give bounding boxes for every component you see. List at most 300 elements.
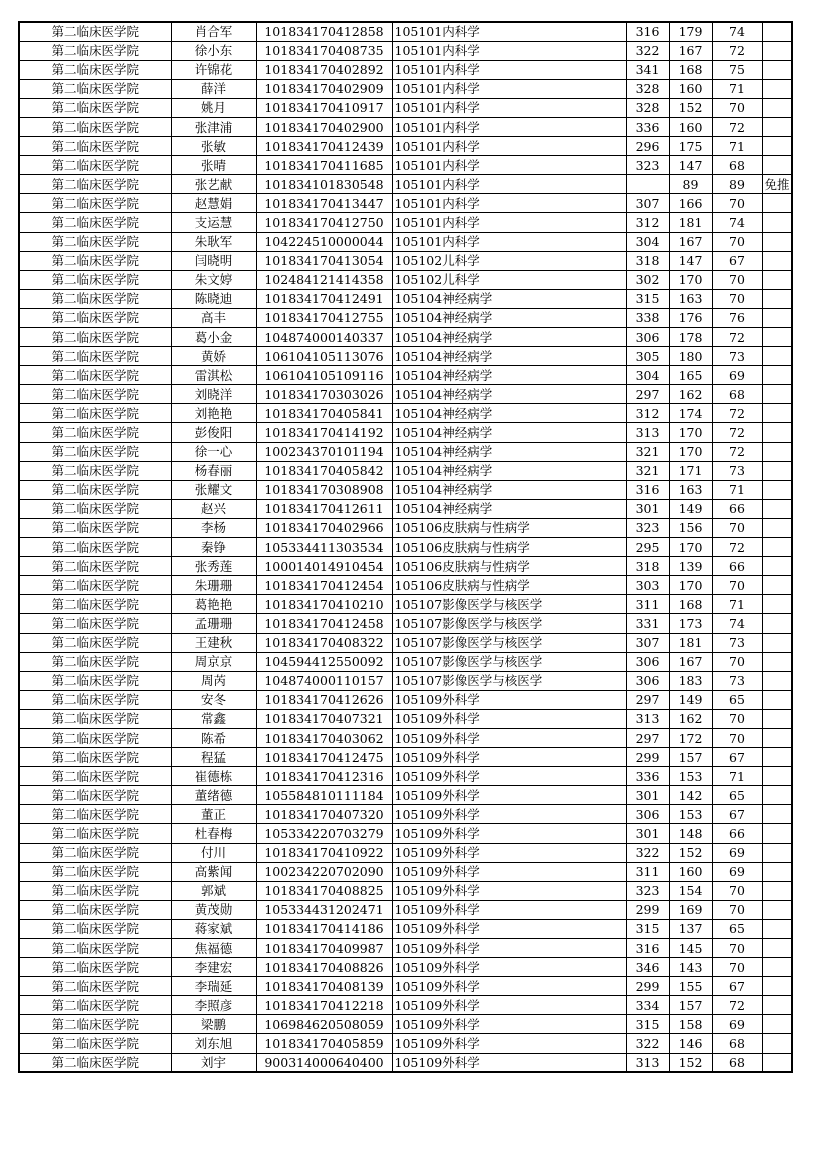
table-row bbox=[19, 728, 792, 747]
table-row bbox=[19, 576, 792, 595]
remark-cell bbox=[762, 900, 792, 919]
retest-score-cell: 162 bbox=[669, 709, 712, 728]
retest-score-cell: 181 bbox=[669, 633, 712, 652]
table-row bbox=[19, 919, 792, 938]
table-row bbox=[19, 958, 792, 977]
college-cell: 第二临床医学院 bbox=[19, 576, 171, 595]
table-row bbox=[19, 1053, 792, 1072]
total-score-cell: 70 bbox=[712, 900, 762, 919]
retest-score-cell: 139 bbox=[669, 557, 712, 576]
remark-cell bbox=[762, 881, 792, 900]
major-cell: 105109外科学 bbox=[392, 767, 626, 786]
remark-cell bbox=[762, 709, 792, 728]
major-cell: 105109外科学 bbox=[392, 939, 626, 958]
retest-score-cell: 148 bbox=[669, 824, 712, 843]
initial-score-cell: 301 bbox=[626, 824, 669, 843]
retest-score-cell: 149 bbox=[669, 499, 712, 518]
remark-cell bbox=[762, 194, 792, 213]
retest-score-cell: 176 bbox=[669, 308, 712, 327]
name-cell: 孟珊珊 bbox=[171, 614, 256, 633]
name-cell: 王建秋 bbox=[171, 633, 256, 652]
table-row bbox=[19, 442, 792, 461]
retest-score-cell: 160 bbox=[669, 117, 712, 136]
total-score-cell: 74 bbox=[712, 22, 762, 41]
major-cell: 105106皮肤病与性病学 bbox=[392, 576, 626, 595]
total-score-cell: 70 bbox=[712, 98, 762, 117]
college-cell: 第二临床医学院 bbox=[19, 22, 171, 41]
table-row bbox=[19, 461, 792, 480]
initial-score-cell: 311 bbox=[626, 862, 669, 881]
name-cell: 肖合军 bbox=[171, 22, 256, 41]
retest-score-cell: 142 bbox=[669, 786, 712, 805]
table-row bbox=[19, 117, 792, 136]
table-row bbox=[19, 60, 792, 79]
major-cell: 105109外科学 bbox=[392, 843, 626, 862]
major-cell: 105107影像医学与核医学 bbox=[392, 614, 626, 633]
initial-score-cell: 321 bbox=[626, 461, 669, 480]
table-row bbox=[19, 939, 792, 958]
name-cell: 薛洋 bbox=[171, 79, 256, 98]
exam-id-cell: 100234370101194 bbox=[256, 442, 392, 461]
table-row bbox=[19, 347, 792, 366]
remark-cell bbox=[762, 728, 792, 747]
retest-score-cell: 169 bbox=[669, 900, 712, 919]
total-score-cell: 73 bbox=[712, 347, 762, 366]
total-score-cell: 72 bbox=[712, 328, 762, 347]
remark-cell bbox=[762, 824, 792, 843]
remark-cell bbox=[762, 251, 792, 270]
remark-cell bbox=[762, 518, 792, 537]
table-row bbox=[19, 366, 792, 385]
college-cell: 第二临床医学院 bbox=[19, 690, 171, 709]
total-score-cell: 66 bbox=[712, 824, 762, 843]
initial-score-cell: 328 bbox=[626, 79, 669, 98]
initial-score-cell: 316 bbox=[626, 939, 669, 958]
table-row bbox=[19, 824, 792, 843]
total-score-cell: 76 bbox=[712, 308, 762, 327]
major-cell: 105101内科学 bbox=[392, 79, 626, 98]
total-score-cell: 72 bbox=[712, 41, 762, 60]
major-cell: 105101内科学 bbox=[392, 22, 626, 41]
retest-score-cell: 163 bbox=[669, 480, 712, 499]
table-row bbox=[19, 232, 792, 251]
initial-score-cell: 302 bbox=[626, 270, 669, 289]
initial-score-cell: 328 bbox=[626, 98, 669, 117]
total-score-cell: 70 bbox=[712, 232, 762, 251]
remark-cell bbox=[762, 576, 792, 595]
college-cell: 第二临床医学院 bbox=[19, 748, 171, 767]
exam-id-cell: 101834170412316 bbox=[256, 767, 392, 786]
major-cell: 105107影像医学与核医学 bbox=[392, 633, 626, 652]
name-cell: 张耀文 bbox=[171, 480, 256, 499]
major-cell: 105101内科学 bbox=[392, 41, 626, 60]
name-cell: 刘东旭 bbox=[171, 1034, 256, 1053]
remark-cell bbox=[762, 41, 792, 60]
college-cell: 第二临床医学院 bbox=[19, 480, 171, 499]
retest-score-cell: 89 bbox=[669, 175, 712, 194]
name-cell: 赵慧娟 bbox=[171, 194, 256, 213]
exam-id-cell: 101834170303026 bbox=[256, 385, 392, 404]
retest-score-cell: 178 bbox=[669, 328, 712, 347]
total-score-cell: 67 bbox=[712, 805, 762, 824]
remark-cell bbox=[762, 499, 792, 518]
total-score-cell: 71 bbox=[712, 480, 762, 499]
major-cell: 105109外科学 bbox=[392, 748, 626, 767]
exam-id-cell: 104224510000044 bbox=[256, 232, 392, 251]
table-row bbox=[19, 289, 792, 308]
college-cell: 第二临床医学院 bbox=[19, 652, 171, 671]
retest-score-cell: 147 bbox=[669, 251, 712, 270]
exam-id-cell: 101834170308908 bbox=[256, 480, 392, 499]
remark-cell bbox=[762, 939, 792, 958]
exam-id-cell: 101834170412218 bbox=[256, 996, 392, 1015]
college-cell: 第二临床医学院 bbox=[19, 862, 171, 881]
table-row bbox=[19, 709, 792, 728]
remark-cell bbox=[762, 843, 792, 862]
major-cell: 105104神经病学 bbox=[392, 404, 626, 423]
major-cell: 105109外科学 bbox=[392, 919, 626, 938]
exam-id-cell: 101834170411685 bbox=[256, 156, 392, 175]
name-cell: 董正 bbox=[171, 805, 256, 824]
total-score-cell: 65 bbox=[712, 690, 762, 709]
table-row bbox=[19, 79, 792, 98]
remark-cell bbox=[762, 1034, 792, 1053]
total-score-cell: 70 bbox=[712, 939, 762, 958]
remark-cell bbox=[762, 538, 792, 557]
name-cell: 崔德栋 bbox=[171, 767, 256, 786]
total-score-cell: 74 bbox=[712, 213, 762, 232]
name-cell: 刘宇 bbox=[171, 1053, 256, 1072]
retest-score-cell: 170 bbox=[669, 442, 712, 461]
name-cell: 徐小东 bbox=[171, 41, 256, 60]
major-cell: 105104神经病学 bbox=[392, 366, 626, 385]
initial-score-cell: 311 bbox=[626, 595, 669, 614]
initial-score-cell: 321 bbox=[626, 442, 669, 461]
college-cell: 第二临床医学院 bbox=[19, 442, 171, 461]
retest-score-cell: 180 bbox=[669, 347, 712, 366]
table-row bbox=[19, 690, 792, 709]
name-cell: 李瑞延 bbox=[171, 977, 256, 996]
initial-score-cell: 304 bbox=[626, 366, 669, 385]
remark-cell bbox=[762, 442, 792, 461]
table-row bbox=[19, 881, 792, 900]
exam-id-cell: 101834170402900 bbox=[256, 117, 392, 136]
major-cell: 105104神经病学 bbox=[392, 347, 626, 366]
college-cell: 第二临床医学院 bbox=[19, 79, 171, 98]
remark-cell bbox=[762, 977, 792, 996]
major-cell: 105102儿科学 bbox=[392, 270, 626, 289]
college-cell: 第二临床医学院 bbox=[19, 175, 171, 194]
name-cell: 李杨 bbox=[171, 518, 256, 537]
total-score-cell: 68 bbox=[712, 1034, 762, 1053]
initial-score-cell: 336 bbox=[626, 767, 669, 786]
initial-score-cell: 301 bbox=[626, 786, 669, 805]
table-row bbox=[19, 1034, 792, 1053]
college-cell: 第二临床医学院 bbox=[19, 1053, 171, 1072]
total-score-cell: 67 bbox=[712, 251, 762, 270]
total-score-cell: 70 bbox=[712, 709, 762, 728]
initial-score-cell: 313 bbox=[626, 709, 669, 728]
name-cell: 陈晓迪 bbox=[171, 289, 256, 308]
remark-cell bbox=[762, 652, 792, 671]
retest-score-cell: 165 bbox=[669, 366, 712, 385]
exam-id-cell: 101834170413447 bbox=[256, 194, 392, 213]
name-cell: 张晴 bbox=[171, 156, 256, 175]
remark-cell bbox=[762, 79, 792, 98]
college-cell: 第二临床医学院 bbox=[19, 824, 171, 843]
major-cell: 105106皮肤病与性病学 bbox=[392, 538, 626, 557]
major-cell: 105107影像医学与核医学 bbox=[392, 671, 626, 690]
name-cell: 张敏 bbox=[171, 137, 256, 156]
name-cell: 高紫闻 bbox=[171, 862, 256, 881]
initial-score-cell: 313 bbox=[626, 423, 669, 442]
retest-score-cell: 143 bbox=[669, 958, 712, 977]
college-cell: 第二临床医学院 bbox=[19, 900, 171, 919]
remark-cell bbox=[762, 862, 792, 881]
exam-id-cell: 105334220703279 bbox=[256, 824, 392, 843]
table-row bbox=[19, 538, 792, 557]
exam-id-cell: 101834170405841 bbox=[256, 404, 392, 423]
college-cell: 第二临床医学院 bbox=[19, 614, 171, 633]
remark-cell bbox=[762, 557, 792, 576]
major-cell: 105109外科学 bbox=[392, 996, 626, 1015]
initial-score-cell: 296 bbox=[626, 137, 669, 156]
initial-score-cell: 297 bbox=[626, 728, 669, 747]
remark-cell bbox=[762, 480, 792, 499]
remark-cell bbox=[762, 748, 792, 767]
table-row bbox=[19, 156, 792, 175]
exam-id-cell: 106104105109116 bbox=[256, 366, 392, 385]
initial-score-cell: 307 bbox=[626, 633, 669, 652]
total-score-cell: 71 bbox=[712, 595, 762, 614]
remark-cell bbox=[762, 690, 792, 709]
college-cell: 第二临床医学院 bbox=[19, 977, 171, 996]
total-score-cell: 71 bbox=[712, 767, 762, 786]
college-cell: 第二临床医学院 bbox=[19, 1034, 171, 1053]
total-score-cell: 70 bbox=[712, 652, 762, 671]
table-row bbox=[19, 98, 792, 117]
initial-score-cell: 304 bbox=[626, 232, 669, 251]
remark-cell bbox=[762, 117, 792, 136]
major-cell: 105109外科学 bbox=[392, 900, 626, 919]
initial-score-cell: 299 bbox=[626, 977, 669, 996]
college-cell: 第二临床医学院 bbox=[19, 270, 171, 289]
table-row bbox=[19, 862, 792, 881]
total-score-cell: 71 bbox=[712, 79, 762, 98]
remark-cell: 免推 bbox=[762, 175, 792, 194]
initial-score-cell: 316 bbox=[626, 480, 669, 499]
table-row bbox=[19, 404, 792, 423]
retest-score-cell: 137 bbox=[669, 919, 712, 938]
name-cell: 周京京 bbox=[171, 652, 256, 671]
retest-score-cell: 175 bbox=[669, 137, 712, 156]
major-cell: 105104神经病学 bbox=[392, 423, 626, 442]
college-cell: 第二临床医学院 bbox=[19, 996, 171, 1015]
total-score-cell: 69 bbox=[712, 843, 762, 862]
remark-cell bbox=[762, 461, 792, 480]
college-cell: 第二临床医学院 bbox=[19, 595, 171, 614]
exam-id-cell: 101834170403062 bbox=[256, 728, 392, 747]
total-score-cell: 75 bbox=[712, 60, 762, 79]
initial-score-cell: 315 bbox=[626, 1015, 669, 1034]
initial-score-cell bbox=[626, 175, 669, 194]
retest-score-cell: 167 bbox=[669, 232, 712, 251]
remark-cell bbox=[762, 366, 792, 385]
initial-score-cell: 318 bbox=[626, 251, 669, 270]
name-cell: 朱珊珊 bbox=[171, 576, 256, 595]
retest-score-cell: 152 bbox=[669, 843, 712, 862]
initial-score-cell: 295 bbox=[626, 538, 669, 557]
major-cell: 105104神经病学 bbox=[392, 461, 626, 480]
total-score-cell: 70 bbox=[712, 728, 762, 747]
retest-score-cell: 167 bbox=[669, 652, 712, 671]
major-cell: 105109外科学 bbox=[392, 958, 626, 977]
total-score-cell: 71 bbox=[712, 137, 762, 156]
remark-cell bbox=[762, 404, 792, 423]
name-cell: 董绪德 bbox=[171, 786, 256, 805]
exam-id-cell: 106984620508059 bbox=[256, 1015, 392, 1034]
exam-id-cell: 101834170402909 bbox=[256, 79, 392, 98]
exam-id-cell: 105334431202471 bbox=[256, 900, 392, 919]
retest-score-cell: 147 bbox=[669, 156, 712, 175]
major-cell: 105104神经病学 bbox=[392, 442, 626, 461]
remark-cell bbox=[762, 385, 792, 404]
college-cell: 第二临床医学院 bbox=[19, 881, 171, 900]
major-cell: 105109外科学 bbox=[392, 824, 626, 843]
name-cell: 支运慧 bbox=[171, 213, 256, 232]
college-cell: 第二临床医学院 bbox=[19, 308, 171, 327]
exam-id-cell: 101834170414186 bbox=[256, 919, 392, 938]
retest-score-cell: 154 bbox=[669, 881, 712, 900]
remark-cell bbox=[762, 347, 792, 366]
college-cell: 第二临床医学院 bbox=[19, 41, 171, 60]
retest-score-cell: 163 bbox=[669, 289, 712, 308]
major-cell: 105109外科学 bbox=[392, 1053, 626, 1072]
retest-score-cell: 146 bbox=[669, 1034, 712, 1053]
major-cell: 105104神经病学 bbox=[392, 328, 626, 347]
retest-score-cell: 157 bbox=[669, 748, 712, 767]
retest-score-cell: 152 bbox=[669, 98, 712, 117]
total-score-cell: 72 bbox=[712, 117, 762, 136]
retest-score-cell: 179 bbox=[669, 22, 712, 41]
college-cell: 第二临床医学院 bbox=[19, 538, 171, 557]
college-cell: 第二临床医学院 bbox=[19, 60, 171, 79]
remark-cell bbox=[762, 270, 792, 289]
table-row bbox=[19, 900, 792, 919]
retest-score-cell: 168 bbox=[669, 595, 712, 614]
major-cell: 105104神经病学 bbox=[392, 289, 626, 308]
retest-score-cell: 170 bbox=[669, 576, 712, 595]
table-row bbox=[19, 652, 792, 671]
initial-score-cell: 323 bbox=[626, 881, 669, 900]
major-cell: 105107影像医学与核医学 bbox=[392, 595, 626, 614]
total-score-cell: 66 bbox=[712, 557, 762, 576]
remark-cell bbox=[762, 308, 792, 327]
table-row bbox=[19, 671, 792, 690]
college-cell: 第二临床医学院 bbox=[19, 385, 171, 404]
total-score-cell: 72 bbox=[712, 996, 762, 1015]
initial-score-cell: 322 bbox=[626, 41, 669, 60]
major-cell: 105107影像医学与核医学 bbox=[392, 652, 626, 671]
college-cell: 第二临床医学院 bbox=[19, 194, 171, 213]
college-cell: 第二临床医学院 bbox=[19, 709, 171, 728]
retest-score-cell: 172 bbox=[669, 728, 712, 747]
table-row bbox=[19, 595, 792, 614]
retest-score-cell: 171 bbox=[669, 461, 712, 480]
initial-score-cell: 331 bbox=[626, 614, 669, 633]
initial-score-cell: 315 bbox=[626, 919, 669, 938]
name-cell: 高丰 bbox=[171, 308, 256, 327]
exam-id-cell: 105334411303534 bbox=[256, 538, 392, 557]
total-score-cell: 70 bbox=[712, 958, 762, 977]
college-cell: 第二临床医学院 bbox=[19, 843, 171, 862]
exam-id-cell: 104874000140337 bbox=[256, 328, 392, 347]
retest-score-cell: 168 bbox=[669, 60, 712, 79]
remark-cell bbox=[762, 786, 792, 805]
retest-score-cell: 152 bbox=[669, 1053, 712, 1072]
remark-cell bbox=[762, 137, 792, 156]
remark-cell bbox=[762, 633, 792, 652]
college-cell: 第二临床医学院 bbox=[19, 1015, 171, 1034]
exam-id-cell: 101834170408735 bbox=[256, 41, 392, 60]
initial-score-cell: 341 bbox=[626, 60, 669, 79]
major-cell: 105109外科学 bbox=[392, 786, 626, 805]
table-row bbox=[19, 270, 792, 289]
table-row bbox=[19, 977, 792, 996]
major-cell: 105101内科学 bbox=[392, 137, 626, 156]
initial-score-cell: 306 bbox=[626, 805, 669, 824]
college-cell: 第二临床医学院 bbox=[19, 423, 171, 442]
major-cell: 105101内科学 bbox=[392, 175, 626, 194]
exam-id-cell: 101834170412439 bbox=[256, 137, 392, 156]
major-cell: 105109外科学 bbox=[392, 862, 626, 881]
name-cell: 李照彦 bbox=[171, 996, 256, 1015]
initial-score-cell: 315 bbox=[626, 289, 669, 308]
table-row bbox=[19, 480, 792, 499]
exam-id-cell: 101834170412491 bbox=[256, 289, 392, 308]
remark-cell bbox=[762, 767, 792, 786]
table-row bbox=[19, 614, 792, 633]
college-cell: 第二临床医学院 bbox=[19, 767, 171, 786]
table-row bbox=[19, 41, 792, 60]
name-cell: 徐一心 bbox=[171, 442, 256, 461]
name-cell: 姚月 bbox=[171, 98, 256, 117]
table-row bbox=[19, 22, 792, 41]
major-cell: 105109外科学 bbox=[392, 1034, 626, 1053]
initial-score-cell: 303 bbox=[626, 576, 669, 595]
remark-cell bbox=[762, 328, 792, 347]
major-cell: 105101内科学 bbox=[392, 194, 626, 213]
remark-cell bbox=[762, 958, 792, 977]
table-row bbox=[19, 194, 792, 213]
major-cell: 105101内科学 bbox=[392, 117, 626, 136]
college-cell: 第二临床医学院 bbox=[19, 671, 171, 690]
table-row bbox=[19, 385, 792, 404]
retest-score-cell: 156 bbox=[669, 518, 712, 537]
exam-id-cell: 101834101830548 bbox=[256, 175, 392, 194]
name-cell: 郭斌 bbox=[171, 881, 256, 900]
table-row bbox=[19, 213, 792, 232]
retest-score-cell: 162 bbox=[669, 385, 712, 404]
exam-id-cell: 101834170408322 bbox=[256, 633, 392, 652]
remark-cell bbox=[762, 595, 792, 614]
table-row bbox=[19, 518, 792, 537]
major-cell: 105106皮肤病与性病学 bbox=[392, 518, 626, 537]
remark-cell bbox=[762, 22, 792, 41]
exam-id-cell: 101834170408139 bbox=[256, 977, 392, 996]
table-row bbox=[19, 175, 792, 194]
remark-cell bbox=[762, 423, 792, 442]
